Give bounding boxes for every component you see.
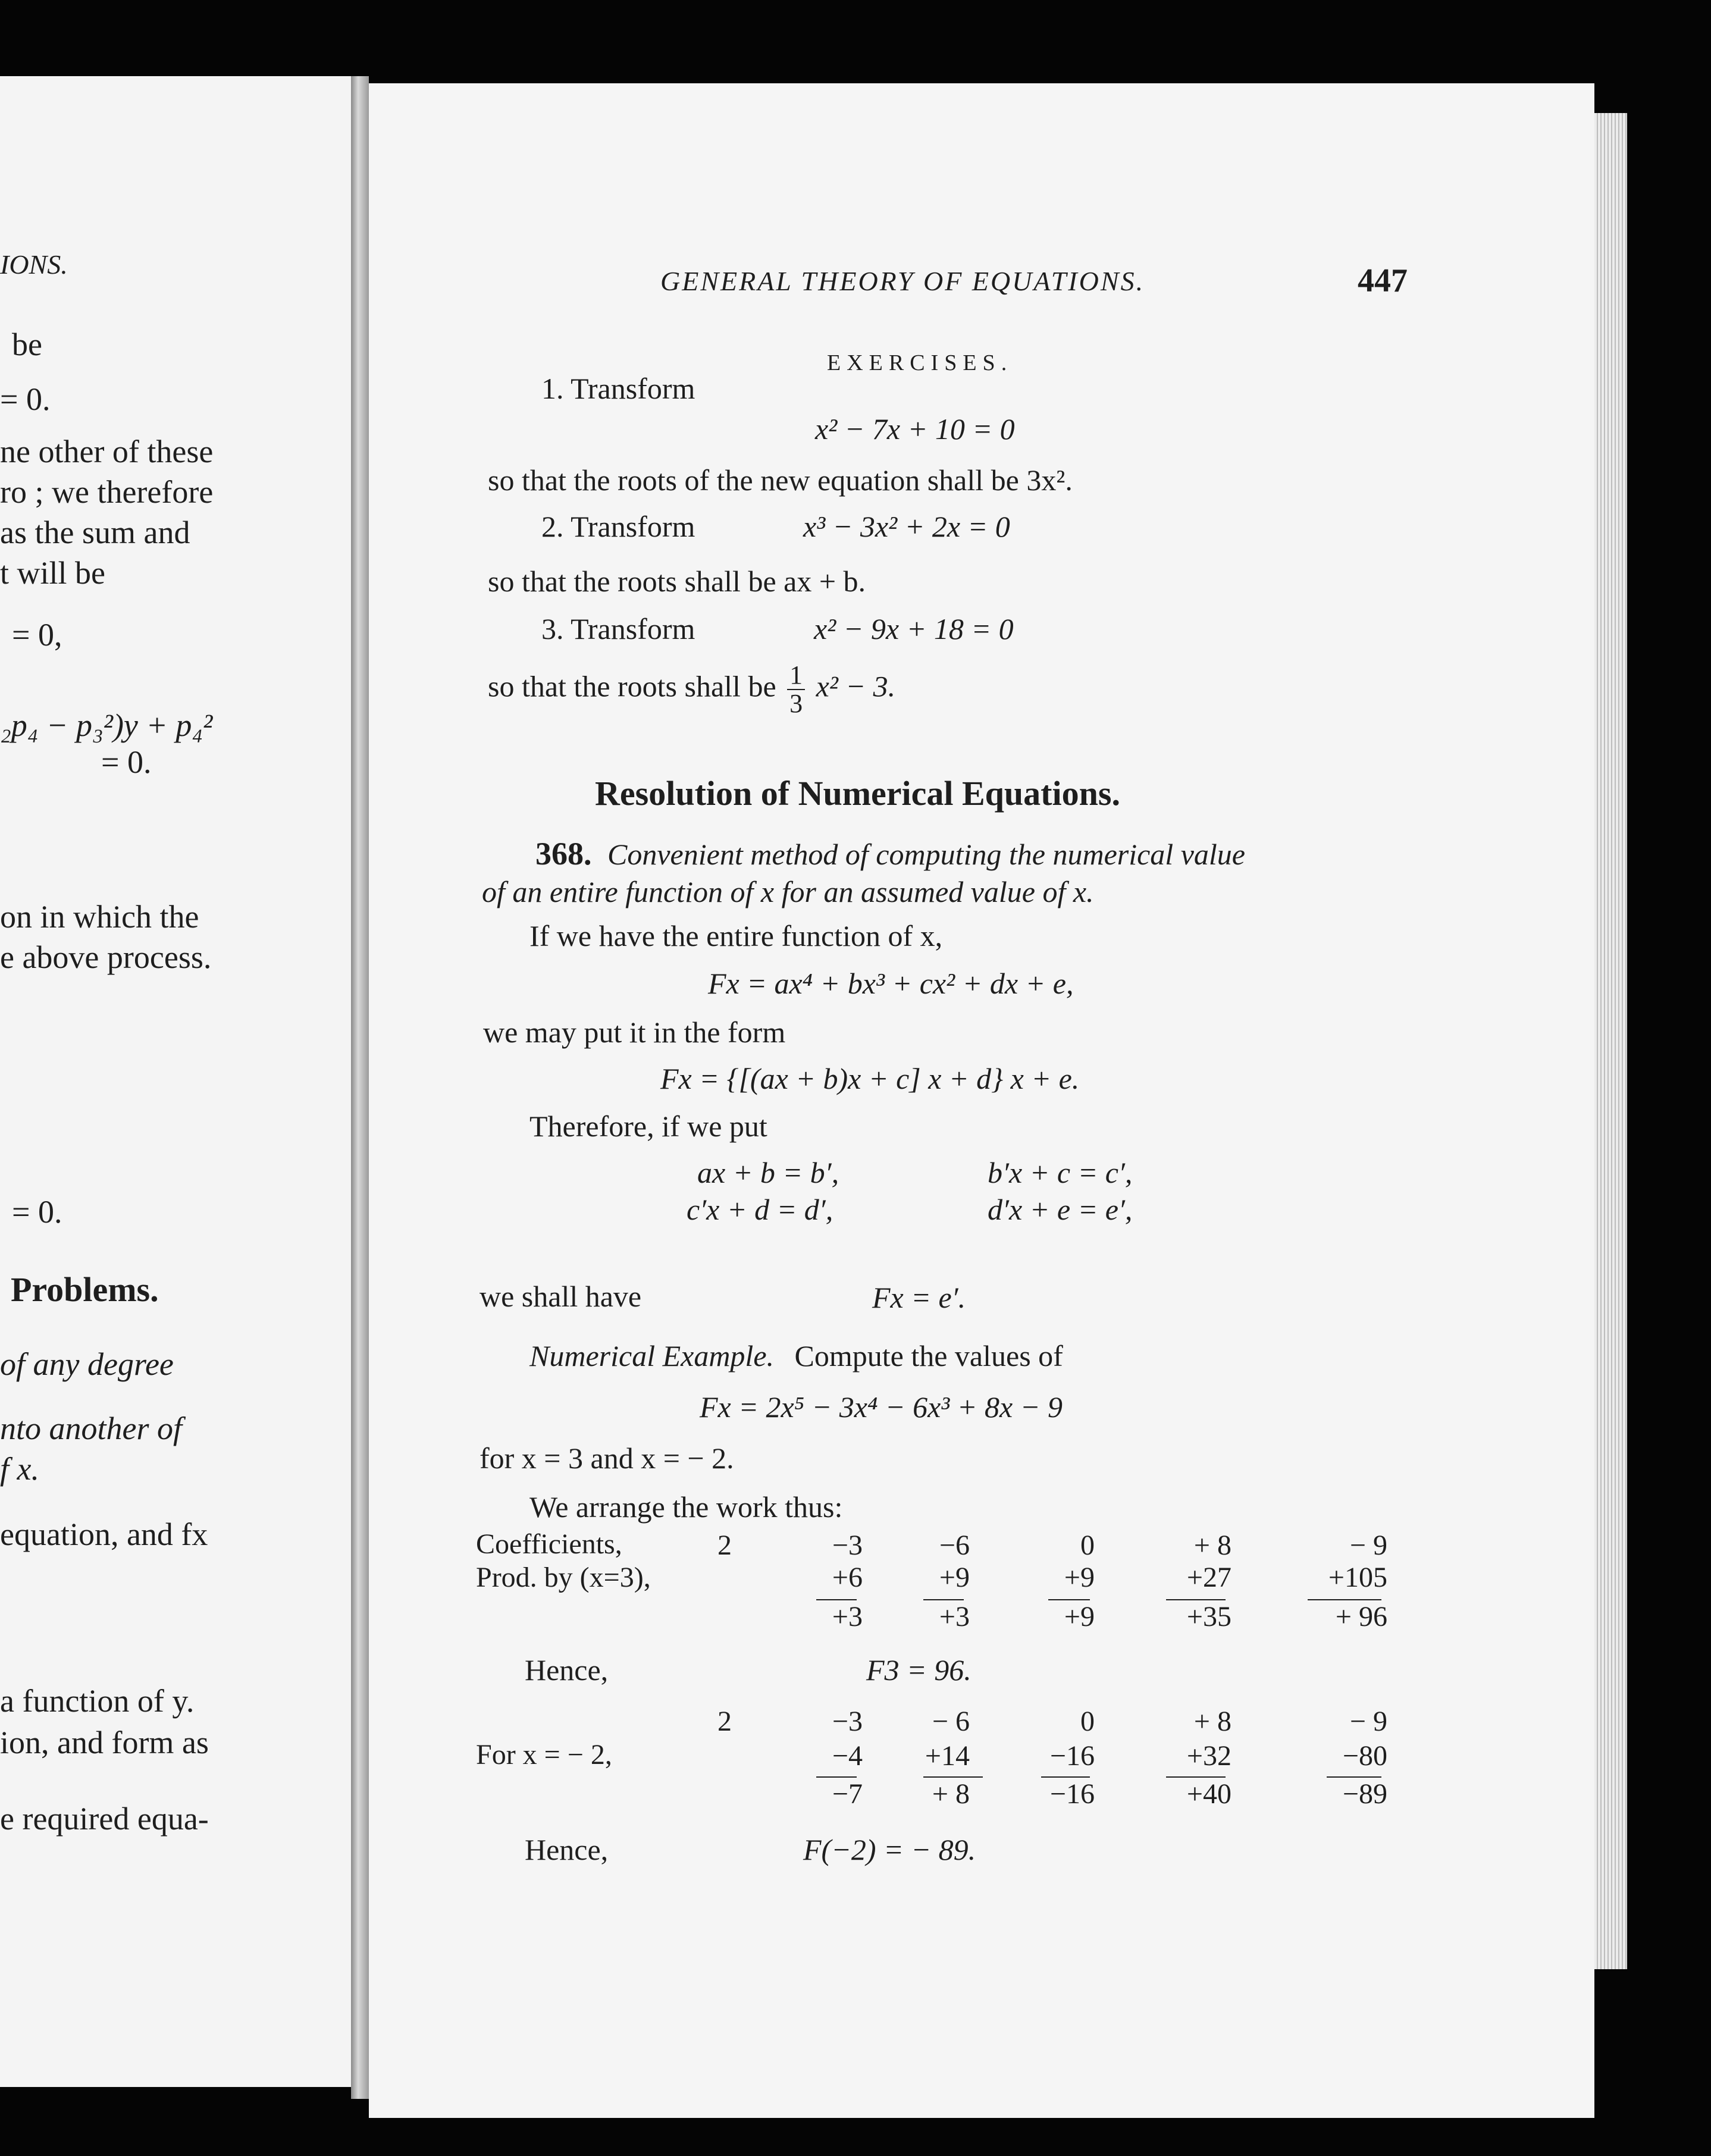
article-title-1: Convenient method of computing the numerical value <box>607 838 1245 871</box>
table-2-cell: 2 <box>717 1706 732 1737</box>
fraction-one-third <box>787 662 805 717</box>
equation-3b: b′x + c = c′, <box>988 1156 1133 1189</box>
exercise-2-equation: x³ − 3x² + 2x = 0 <box>803 510 1010 543</box>
page-edges <box>1594 113 1627 1969</box>
left-text-line: f x. <box>0 1451 39 1487</box>
table-2-cell: − 9 <box>1349 1706 1387 1737</box>
article-title-line-1 <box>535 835 1245 872</box>
table-2-cell: +40 <box>1186 1778 1231 1810</box>
left-text-line: be <box>12 327 42 362</box>
exercise-1-text: so that the roots of the new equation shall be 3x². <box>488 463 1073 497</box>
left-heading: Problems. <box>11 1270 159 1309</box>
exercise-3-label: 3. Transform <box>541 612 695 645</box>
table-2-cell: − 6 <box>932 1706 970 1737</box>
table-1-cell: + 8 <box>1193 1530 1231 1561</box>
table-2-cell: −16 <box>1049 1778 1095 1810</box>
left-page <box>0 76 351 2087</box>
left-text-line: e above process. <box>0 939 212 975</box>
paragraph-6: We arrange the work thus: <box>529 1490 843 1524</box>
left-text-line: ro ; we therefore <box>0 474 214 510</box>
table-2-cell: + 8 <box>1193 1706 1231 1737</box>
paragraph-1: If we have the entire function of x, <box>529 919 943 952</box>
exercise-2-label: 2. Transform <box>541 510 695 543</box>
numerical-example-text: Compute the values of <box>794 1339 1063 1372</box>
table-1-cell: −6 <box>939 1530 970 1561</box>
table-1-cell: + 96 <box>1335 1601 1387 1632</box>
hence-1: Hence, <box>525 1653 609 1687</box>
left-text-line: a function of y. <box>0 1683 195 1719</box>
left-text-line: e required equa- <box>0 1801 209 1837</box>
paragraph-4: we shall have <box>480 1280 642 1313</box>
equation-3d: d′x + e = e′, <box>988 1193 1133 1226</box>
numerical-example-line <box>529 1339 1063 1373</box>
article-number: 368. <box>535 836 592 872</box>
left-text-line: t will be <box>0 555 105 591</box>
table-1-cell: +9 <box>1064 1601 1095 1632</box>
table-1-cell: − 9 <box>1349 1530 1387 1561</box>
table-1-cell: +35 <box>1186 1601 1231 1632</box>
hence-2: Hence, <box>525 1833 609 1866</box>
equation-3c: c′x + d = d′, <box>687 1193 833 1226</box>
left-text-line: ion, and form as <box>0 1725 209 1760</box>
table-2-cell: −89 <box>1342 1778 1387 1810</box>
left-text-line: = 0. <box>12 1194 62 1230</box>
table-2-cell: −80 <box>1342 1740 1387 1772</box>
table-1-cell: 0 <box>1080 1530 1095 1561</box>
fraction-denominator: 3 <box>789 689 803 719</box>
table-1-cell: +3 <box>832 1601 863 1632</box>
paragraph-5: for x = 3 and x = − 2. <box>480 1441 734 1475</box>
table-1-cell: +27 <box>1186 1562 1231 1593</box>
table-1-label-product: Prod. by (x=3), <box>476 1562 651 1593</box>
table-1-cell: +6 <box>832 1562 863 1593</box>
exercise-2-text: so that the roots shall be ax + b. <box>488 565 866 598</box>
book-gutter <box>351 76 369 2099</box>
table-1-cell: +9 <box>939 1562 970 1593</box>
left-text-line: = 0. <box>0 381 51 417</box>
right-page <box>369 83 1594 2118</box>
left-text-line: equation, and fx <box>0 1516 208 1552</box>
table-1-cell: +105 <box>1328 1562 1387 1593</box>
exercises-title: EXERCISES. <box>827 350 1013 375</box>
equation-4: Fx = e′. <box>872 1281 966 1314</box>
table-2-cell: −4 <box>832 1740 863 1772</box>
table-2-cell: −7 <box>832 1778 863 1810</box>
page-number: 447 <box>1358 262 1408 299</box>
fraction-numerator: 1 <box>787 662 805 690</box>
exercise-3-text <box>488 662 895 717</box>
table-2-label: For x = − 2, <box>476 1739 612 1770</box>
section-heading: Resolution of Numerical Equations. <box>595 774 1120 813</box>
exercise-3-text-a: so that the roots shall be <box>488 669 776 703</box>
table-2-cell: +14 <box>925 1740 970 1772</box>
left-text-line: = 0, <box>12 617 62 653</box>
table-2-cell: −16 <box>1049 1740 1095 1772</box>
paragraph-3: Therefore, if we put <box>529 1110 767 1143</box>
paragraph-2: we may put it in the form <box>483 1016 786 1049</box>
left-text-line: of any degree <box>0 1346 174 1382</box>
left-text-line: as the sum and <box>0 515 190 550</box>
table-2-cell: +32 <box>1186 1740 1231 1772</box>
left-text-line: nto another of <box>0 1411 182 1446</box>
table-1-cell: −3 <box>832 1530 863 1561</box>
left-text-line: = 0. <box>101 744 152 780</box>
table-2-cell: 0 <box>1080 1706 1095 1737</box>
table-1-cell: 2 <box>717 1530 732 1561</box>
exercise-3-equation: x² − 9x + 18 = 0 <box>814 612 1014 645</box>
result-1: F3 = 96. <box>866 1653 972 1687</box>
left-running-head: IONS. <box>0 249 68 280</box>
equation-3a: ax + b = b′, <box>697 1156 839 1189</box>
exercise-3-text-b: x² − 3. <box>816 669 896 703</box>
table-2-cell: −3 <box>832 1706 863 1737</box>
numerical-example-label: Numerical Example. <box>529 1339 775 1372</box>
running-head: GENERAL THEORY OF EQUATIONS. <box>660 266 1145 296</box>
table-1-cell: +9 <box>1064 1562 1095 1593</box>
table-1-cell: +3 <box>939 1601 970 1632</box>
left-text-line: on in which the <box>0 899 199 935</box>
result-2: F(−2) = − 89. <box>803 1833 976 1866</box>
equation-2: Fx = {[(ax + b)x + c] x + d} x + e. <box>660 1062 1080 1095</box>
table-1-label-coefficients: Coefficients, <box>476 1528 622 1560</box>
equation-1: Fx = ax⁴ + bx³ + cx² + dx + e, <box>708 967 1074 1000</box>
left-text-line: ne other of these <box>0 434 214 469</box>
exercise-1-label: 1. Transform <box>541 372 695 405</box>
left-formula-line: ₂p₄ − p₃²)y + p₄² <box>0 707 213 743</box>
table-2-cell: + 8 <box>932 1778 970 1810</box>
exercise-1-equation: x² − 7x + 10 = 0 <box>815 412 1015 446</box>
equation-5: Fx = 2x⁵ − 3x⁴ − 6x³ + 8x − 9 <box>700 1390 1063 1424</box>
article-title-line-2: of an entire function of x for an assumed value of x. <box>482 875 1094 908</box>
